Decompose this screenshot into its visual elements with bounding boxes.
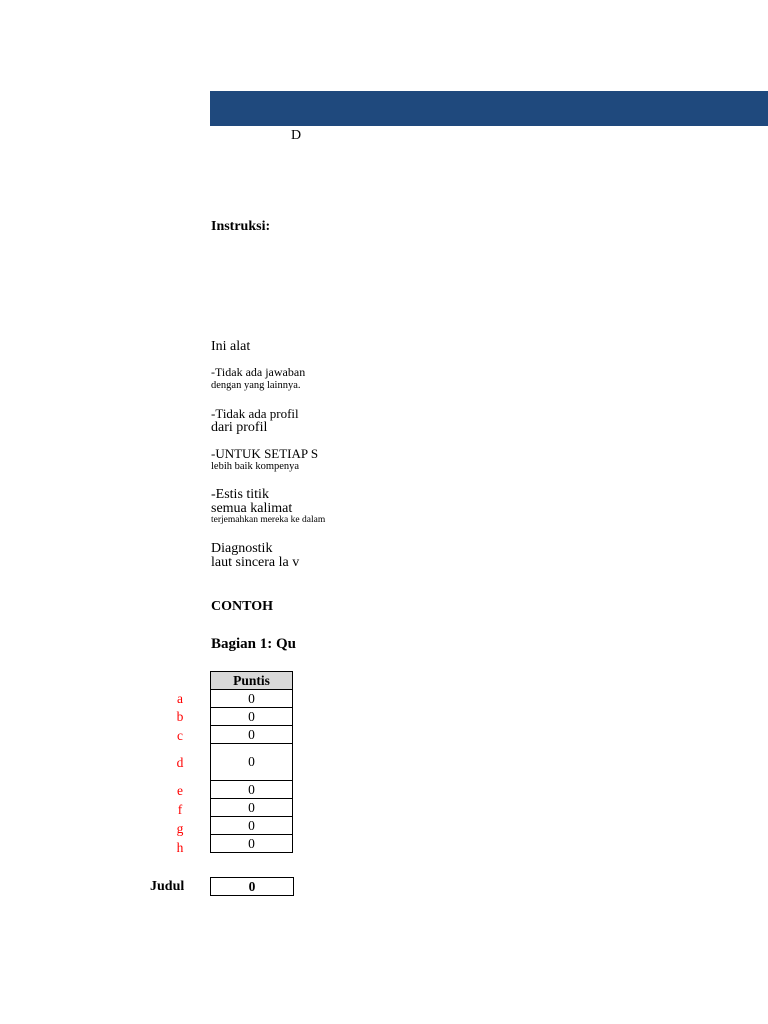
instruction-item-4-line1: -Estis titik (211, 487, 269, 502)
instruction-item-2-line2: dari profil (211, 420, 268, 435)
example-heading: CONTOH (211, 599, 273, 614)
instruction-item-3-line2: lebih baik kompenya (211, 461, 300, 472)
instruction-item-3-line1: -UNTUK SETIAP S (211, 446, 319, 461)
table-row (211, 817, 293, 835)
section-title: Bagian 1: Qu (211, 636, 297, 652)
score-cell-b[interactable]: 0 (211, 708, 293, 726)
total-value[interactable]: 0 (210, 877, 294, 896)
instruction-item-1-line2: dengan yang lainnya. (211, 380, 301, 391)
table-row (211, 744, 293, 781)
instructions-closing-line1: Diagnostik (211, 541, 273, 556)
row-label-h: h (176, 840, 184, 855)
table-header-row (211, 672, 293, 690)
instructions-closing-line2: laut sincera la v (211, 555, 300, 570)
score-cell-f[interactable]: 0 (211, 799, 293, 817)
table-row (211, 835, 293, 853)
row-label-f: f (177, 802, 183, 817)
table-row (211, 726, 293, 744)
instructions-intro: Ini alat (211, 339, 251, 354)
score-table (210, 671, 293, 853)
row-label-g: g (176, 821, 184, 836)
row-label-b: b (176, 709, 184, 724)
score-cell-e[interactable]: 0 (211, 781, 293, 799)
score-cell-d[interactable]: 0 (211, 744, 293, 781)
table-row (211, 799, 293, 817)
row-label-a: a (177, 691, 183, 706)
table-row (211, 708, 293, 726)
total-label: Judul (150, 879, 185, 894)
table-row (211, 690, 293, 708)
instruction-item-1-line1: -Tidak ada jawaban (211, 365, 306, 379)
score-cell-a[interactable]: 0 (211, 690, 293, 708)
score-cell-c[interactable]: 0 (211, 726, 293, 744)
instruction-item-4-line3: terjemahkan mereka ke dalam (211, 515, 326, 525)
score-cell-g[interactable]: 0 (211, 817, 293, 835)
table-row (211, 781, 293, 799)
instruction-item-2-line1: -Tidak ada profil (211, 406, 299, 421)
instruction-item-4-line2: semua kalimat (211, 501, 293, 516)
row-label-c: c (177, 728, 183, 743)
instructions-heading: Instruksi: (211, 219, 271, 234)
row-label-e: e (177, 783, 183, 798)
score-column-header: Puntis (211, 672, 293, 690)
row-label-d: d (176, 755, 184, 770)
header-letter: D (291, 128, 302, 143)
header-bar (210, 91, 768, 126)
score-cell-h[interactable]: 0 (211, 835, 293, 853)
